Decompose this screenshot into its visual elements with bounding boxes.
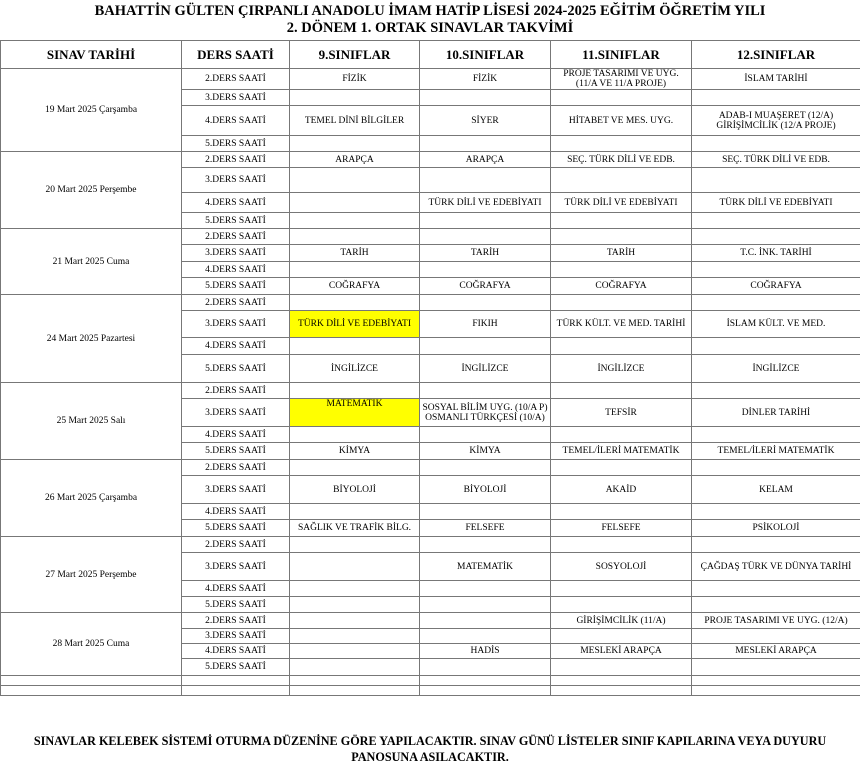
subject-cell-12: KELAM — [692, 476, 860, 504]
exam-date: 19 Mart 2025 Çarşamba — [1, 69, 182, 152]
subject-cell-11 — [551, 338, 692, 355]
lesson-slot: 4.DERS SAATİ — [182, 193, 290, 213]
subject-cell-12: ADAB-I MUAŞERET (12/A) GİRİŞİMCİLİK (12/A PROJE) — [692, 106, 860, 136]
subject-cell-10 — [420, 504, 551, 520]
subject-cell-11: TÜRK KÜLT. VE MED. TARİHİ — [551, 311, 692, 338]
subject-cell-11 — [551, 136, 692, 152]
subject-cell-11: GİRİŞİMCİLİK (11/A) — [551, 613, 692, 629]
lesson-slot: 4.DERS SAATİ — [182, 644, 290, 659]
lesson-slot: 3.DERS SAATİ — [182, 245, 290, 262]
lesson-slot: 2.DERS SAATİ — [182, 383, 290, 399]
exam-date: 28 Mart 2025 Cuma — [1, 613, 182, 676]
subject-cell-9: FİZİK — [290, 69, 420, 90]
subject-cell-11: MESLEKİ ARAPÇA — [551, 644, 692, 659]
subject-cell-9 — [290, 597, 420, 613]
footer-note: SINAVLAR KELEBEK SİSTEMİ OTURMA DÜZENİNE GÖRE YAPILACAKTIR. SINAV GÜNÜ LİSTELER SINIF KAPILARINA VEYA DUYURU PANOSUNA ASILACAKTIR. — [33, 734, 827, 764]
subject-cell-12: TEMEL/İLERİ MATEMATİK — [692, 443, 860, 460]
subject-cell-12 — [692, 262, 860, 278]
subject-cell-11: TARİH — [551, 245, 692, 262]
subject-cell-11: FELSEFE — [551, 520, 692, 537]
subject-cell-10: COĞRAFYA — [420, 278, 551, 295]
subject-cell-10 — [420, 597, 551, 613]
subject-cell-9: MATEMATİK — [290, 399, 420, 427]
subject-cell-9: SAĞLIK VE TRAFİK BİLG. — [290, 520, 420, 537]
empty-cell — [1, 686, 182, 696]
subject-cell-12 — [692, 338, 860, 355]
subject-cell-9: KİMYA — [290, 443, 420, 460]
subject-cell-11 — [551, 229, 692, 245]
subject-cell-11 — [551, 262, 692, 278]
subject-cell-10 — [420, 613, 551, 629]
subject-cell-10: HADİS — [420, 644, 551, 659]
subject-cell-9 — [290, 168, 420, 193]
empty-cell — [420, 686, 551, 696]
empty-cell — [692, 686, 860, 696]
subject-cell-12 — [692, 460, 860, 476]
subject-cell-9 — [290, 553, 420, 581]
subject-cell-11: PROJE TASARIMI VE UYG. (11/A VE 11/A PROJE) — [551, 69, 692, 90]
subject-cell-10 — [420, 213, 551, 229]
exam-schedule-table — [0, 40, 860, 696]
subject-cell-9 — [290, 581, 420, 597]
empty-cell — [551, 686, 692, 696]
lesson-slot: 5.DERS SAATİ — [182, 278, 290, 295]
subject-cell-10: FIKIH — [420, 311, 551, 338]
subject-cell-12 — [692, 229, 860, 245]
subject-cell-10 — [420, 383, 551, 399]
lesson-slot: 3.DERS SAATİ — [182, 311, 290, 338]
subject-cell-11 — [551, 537, 692, 553]
subject-cell-11 — [551, 504, 692, 520]
subject-cell-10 — [420, 537, 551, 553]
subject-cell-9 — [290, 136, 420, 152]
lesson-slot: 4.DERS SAATİ — [182, 581, 290, 597]
lesson-slot: 2.DERS SAATİ — [182, 460, 290, 476]
empty-cell — [182, 686, 290, 696]
subject-cell-12 — [692, 659, 860, 676]
subject-cell-12: TÜRK DİLİ VE EDEBİYATI — [692, 193, 860, 213]
subject-cell-11 — [551, 460, 692, 476]
exam-date: 21 Mart 2025 Cuma — [1, 229, 182, 295]
subject-cell-12: İNGİLİZCE — [692, 355, 860, 383]
subject-cell-9 — [290, 427, 420, 443]
subject-cell-12 — [692, 597, 860, 613]
lesson-slot: 5.DERS SAATİ — [182, 443, 290, 460]
subject-cell-10 — [420, 168, 551, 193]
subject-cell-12 — [692, 629, 860, 644]
lesson-slot: 3.DERS SAATİ — [182, 553, 290, 581]
subject-cell-12: COĞRAFYA — [692, 278, 860, 295]
subject-cell-12: SEÇ. TÜRK DİLİ VE EDB. — [692, 152, 860, 168]
lesson-slot: 2.DERS SAATİ — [182, 295, 290, 311]
lesson-slot: 5.DERS SAATİ — [182, 520, 290, 537]
subject-cell-12 — [692, 427, 860, 443]
subject-cell-9 — [290, 504, 420, 520]
column-header-grade-11: 11.SINIFLAR — [551, 41, 692, 69]
subject-cell-12: PSİKOLOJİ — [692, 520, 860, 537]
subject-cell-9 — [290, 629, 420, 644]
subject-cell-9 — [290, 644, 420, 659]
lesson-slot: 4.DERS SAATİ — [182, 504, 290, 520]
column-header-grade-10: 10.SINIFLAR — [420, 41, 551, 69]
subject-cell-10: SİYER — [420, 106, 551, 136]
subject-cell-11: AKAİD — [551, 476, 692, 504]
subject-cell-10 — [420, 629, 551, 644]
lesson-slot: 2.DERS SAATİ — [182, 613, 290, 629]
table-row — [1, 229, 860, 245]
empty-cell — [290, 686, 420, 696]
subject-cell-10: FELSEFE — [420, 520, 551, 537]
subject-cell-9 — [290, 537, 420, 553]
table-row — [1, 152, 860, 168]
spacer-row — [1, 686, 860, 696]
subject-cell-12: İSLAM KÜLT. VE MED. — [692, 311, 860, 338]
subject-cell-12 — [692, 90, 860, 106]
subject-cell-11 — [551, 168, 692, 193]
subject-cell-11 — [551, 581, 692, 597]
subject-cell-12 — [692, 537, 860, 553]
lesson-slot: 4.DERS SAATİ — [182, 338, 290, 355]
subject-cell-9 — [290, 338, 420, 355]
subject-cell-9 — [290, 262, 420, 278]
lesson-slot: 3.DERS SAATİ — [182, 90, 290, 106]
table-row — [1, 460, 860, 476]
subject-cell-11: TEMEL/İLERİ MATEMATİK — [551, 443, 692, 460]
subject-cell-10 — [420, 90, 551, 106]
subject-cell-9: TEMEL DİNİ BİLGİLER — [290, 106, 420, 136]
subject-cell-12 — [692, 136, 860, 152]
subject-cell-9 — [290, 460, 420, 476]
subject-cell-10 — [420, 460, 551, 476]
subject-cell-10: İNGİLİZCE — [420, 355, 551, 383]
column-header-slot: DERS SAATİ — [182, 41, 290, 69]
subject-cell-10 — [420, 581, 551, 597]
lesson-slot: 5.DERS SAATİ — [182, 136, 290, 152]
empty-cell — [420, 676, 551, 686]
subject-cell-11: SEÇ. TÜRK DİLİ VE EDB. — [551, 152, 692, 168]
exam-date: 25 Mart 2025 Salı — [1, 383, 182, 460]
table-row — [1, 537, 860, 553]
empty-cell — [551, 676, 692, 686]
empty-cell — [692, 676, 860, 686]
subject-cell-9: TARİH — [290, 245, 420, 262]
subject-cell-10: TÜRK DİLİ VE EDEBİYATI — [420, 193, 551, 213]
table-row — [1, 295, 860, 311]
subject-cell-9: COĞRAFYA — [290, 278, 420, 295]
lesson-slot: 3.DERS SAATİ — [182, 629, 290, 644]
exam-date: 20 Mart 2025 Perşembe — [1, 152, 182, 229]
subject-cell-11: SOSYOLOJİ — [551, 553, 692, 581]
subject-cell-10: SOSYAL BİLİM UYG. (10/A P) OSMANLI TÜRKÇESİ (10/A) — [420, 399, 551, 427]
lesson-slot: 3.DERS SAATİ — [182, 399, 290, 427]
lesson-slot: 5.DERS SAATİ — [182, 597, 290, 613]
spacer-row — [1, 676, 860, 686]
column-header-grade-12: 12.SINIFLAR — [692, 41, 860, 69]
subject-cell-12: PROJE TASARIMI VE UYG. (12/A) — [692, 613, 860, 629]
empty-cell — [182, 676, 290, 686]
subject-cell-11 — [551, 383, 692, 399]
subject-cell-12: ÇAĞDAŞ TÜRK VE DÜNYA TARİHİ — [692, 553, 860, 581]
subject-cell-11 — [551, 629, 692, 644]
lesson-slot: 3.DERS SAATİ — [182, 476, 290, 504]
exam-date: 27 Mart 2025 Perşembe — [1, 537, 182, 613]
subject-cell-11: COĞRAFYA — [551, 278, 692, 295]
subject-cell-10 — [420, 262, 551, 278]
subject-cell-12 — [692, 581, 860, 597]
subject-cell-10 — [420, 295, 551, 311]
subject-cell-12: DİNLER TARİHİ — [692, 399, 860, 427]
subject-cell-11 — [551, 597, 692, 613]
subject-cell-9 — [290, 383, 420, 399]
subject-cell-12 — [692, 168, 860, 193]
subject-cell-10: MATEMATİK — [420, 553, 551, 581]
subject-cell-9 — [290, 193, 420, 213]
subject-cell-11 — [551, 213, 692, 229]
lesson-slot: 4.DERS SAATİ — [182, 262, 290, 278]
subject-cell-10: KİMYA — [420, 443, 551, 460]
column-header-date: SINAV TARİHİ — [1, 41, 182, 69]
subject-cell-10 — [420, 229, 551, 245]
subject-cell-9 — [290, 213, 420, 229]
subject-cell-9: ARAPÇA — [290, 152, 420, 168]
lesson-slot: 3.DERS SAATİ — [182, 168, 290, 193]
subject-cell-11: TÜRK DİLİ VE EDEBİYATI — [551, 193, 692, 213]
table-row — [1, 69, 860, 90]
header-row — [1, 41, 860, 69]
subject-cell-12 — [692, 213, 860, 229]
subject-cell-12 — [692, 295, 860, 311]
subject-cell-11 — [551, 90, 692, 106]
lesson-slot: 5.DERS SAATİ — [182, 213, 290, 229]
subject-cell-11 — [551, 427, 692, 443]
subject-cell-9: İNGİLİZCE — [290, 355, 420, 383]
lesson-slot: 4.DERS SAATİ — [182, 427, 290, 443]
lesson-slot: 2.DERS SAATİ — [182, 537, 290, 553]
table-row — [1, 613, 860, 629]
subject-cell-9 — [290, 295, 420, 311]
lesson-slot: 5.DERS SAATİ — [182, 355, 290, 383]
subject-cell-10 — [420, 659, 551, 676]
subject-cell-9: BİYOLOJİ — [290, 476, 420, 504]
lesson-slot: 5.DERS SAATİ — [182, 659, 290, 676]
subject-cell-10: FİZİK — [420, 69, 551, 90]
column-header-grade-9: 9.SINIFLAR — [290, 41, 420, 69]
subject-cell-11 — [551, 659, 692, 676]
subject-cell-10 — [420, 427, 551, 443]
table-row — [1, 383, 860, 399]
exam-date: 26 Mart 2025 Çarşamba — [1, 460, 182, 537]
subject-cell-9 — [290, 613, 420, 629]
subject-cell-11: HİTABET VE MES. UYG. — [551, 106, 692, 136]
document-title: BAHATTİN GÜLTEN ÇIRPANLI ANADOLU İMAM HATİP LİSESİ 2024-2025 EĞİTİM ÖĞRETİM YILI — [94, 3, 766, 19]
exam-date: 24 Mart 2025 Pazartesi — [1, 295, 182, 383]
subject-cell-9 — [290, 659, 420, 676]
lesson-slot: 4.DERS SAATİ — [182, 106, 290, 136]
subject-cell-12: T.C. İNK. TARİHİ — [692, 245, 860, 262]
subject-cell-12 — [692, 383, 860, 399]
subject-cell-11: TEFSİR — [551, 399, 692, 427]
subject-cell-11: İNGİLİZCE — [551, 355, 692, 383]
subject-cell-10: ARAPÇA — [420, 152, 551, 168]
subject-cell-10: TARİH — [420, 245, 551, 262]
subject-cell-9 — [290, 229, 420, 245]
subject-cell-12 — [692, 504, 860, 520]
subject-cell-9 — [290, 90, 420, 106]
lesson-slot: 2.DERS SAATİ — [182, 152, 290, 168]
subject-cell-12: MESLEKİ ARAPÇA — [692, 644, 860, 659]
subject-cell-10 — [420, 136, 551, 152]
lesson-slot: 2.DERS SAATİ — [182, 69, 290, 90]
subject-cell-10: BİYOLOJİ — [420, 476, 551, 504]
empty-cell — [290, 676, 420, 686]
empty-cell — [1, 676, 182, 686]
lesson-slot: 2.DERS SAATİ — [182, 229, 290, 245]
subject-cell-9: TÜRK DİLİ VE EDEBİYATI — [290, 311, 420, 338]
document-subtitle: 2. DÖNEM 1. ORTAK SINAVLAR TAKVİMİ — [286, 20, 574, 36]
subject-cell-11 — [551, 295, 692, 311]
subject-cell-10 — [420, 338, 551, 355]
subject-cell-12: İSLAM TARİHİ — [692, 69, 860, 90]
